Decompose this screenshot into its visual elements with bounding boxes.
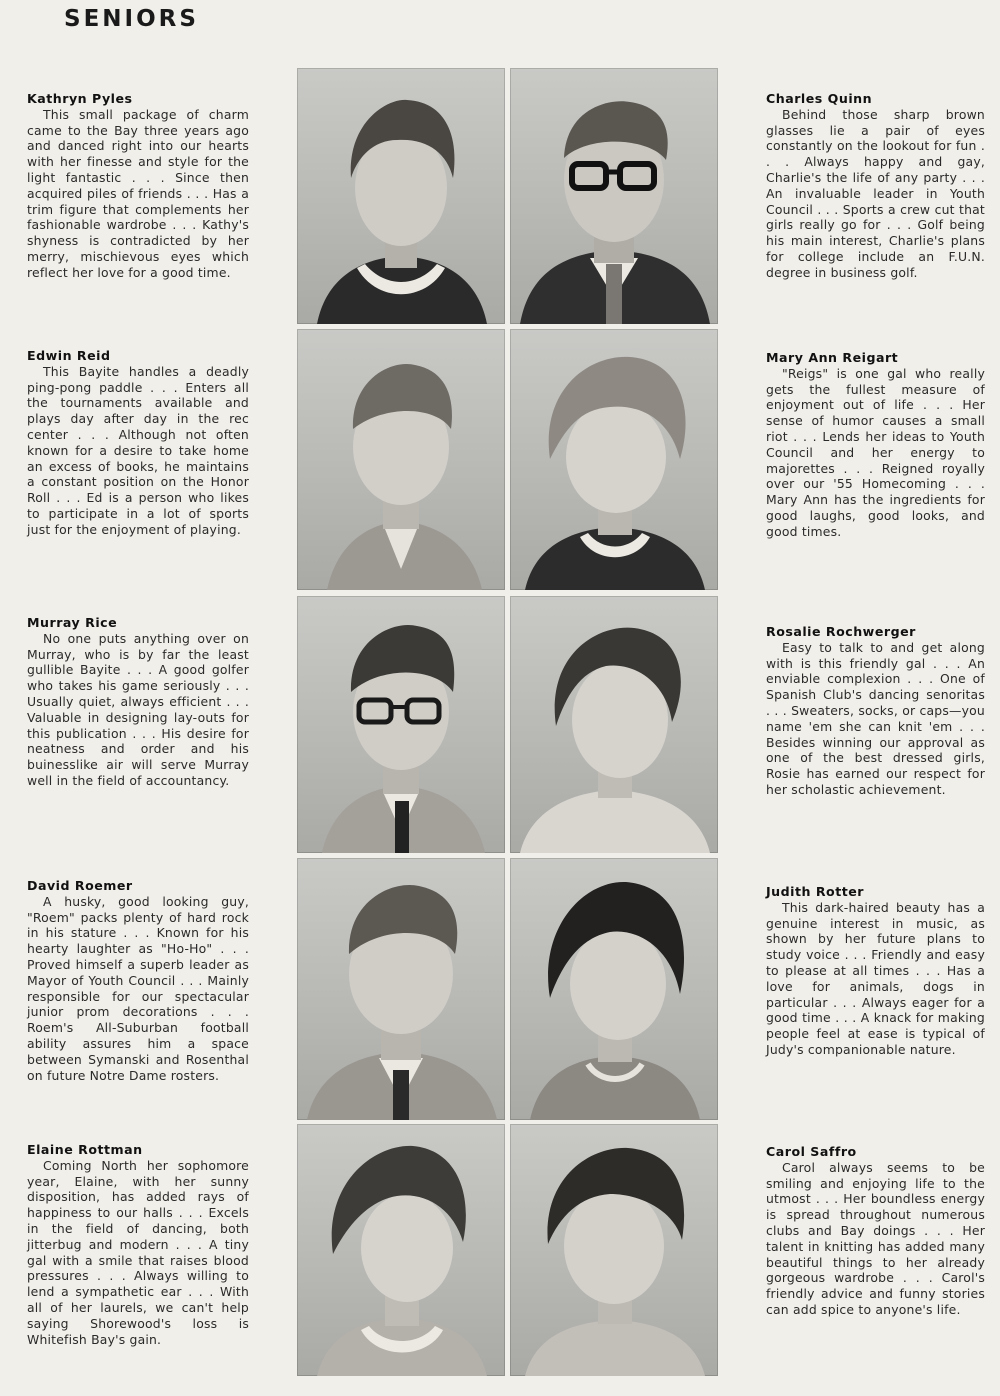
senior-entry (766, 624, 985, 798)
senior-bio: No one puts anything over on Murray, who is by far the least gullible Bayite . . . A good golfer who takes his game seriously . . . Usually quiet, always efficient . . . Valuable in designing lay-outs for this publication . . . His desire for neatness and order and his buinesslike air will serve Murray well in the field of accountancy. (27, 630, 249, 788)
senior-name: David Roemer (27, 878, 133, 893)
senior-name: Carol Saffro (766, 1144, 857, 1159)
senior-bio: "Reigs" is one gal who really gets the fullest measure of enjoyment out of life . . . Her sense of humor causes a small riot . . . Lends her ideas to Youth Council and her energy to majorettes . . . Reigned royally over our '55 Homecoming . . . Mary Ann has the ingredients for good laughs, good looks, and good times. (766, 365, 985, 539)
senior-name: Rosalie Rochwerger (766, 624, 916, 639)
senior-entry (27, 348, 249, 538)
senior-bio: This Bayite handles a deadly ping-pong paddle . . . Enters all the tournaments available and plays day after day in the rec center . . . Although not often known for a desire to take home an excess of books, he maintains a constant position on the Honor Roll . . . Ed is a person who likes to participate in a lot of sports just for the enjoyment of playing. (27, 363, 249, 537)
senior-bio: Behind those sharp brown glasses lie a pair of eyes constantly on the lookout for fun . . . Always happy and gay, Charlie's the life of any party . . . An invaluable leader in Youth Council . . . Sports a crew cut that girls really go for . . . Golf being his main interest, Charlie's plans for college include an F.U.N. degree in business golf. (766, 106, 985, 280)
senior-bio: Carol always seems to be smiling and enjoying life to the utmost . . . Her boundless energy is spread throughout numerous clubs and Bay doings . . . Her talent in knitting has added many beautiful things to her already gorgeous wardrobe . . . Carol's friendly advice and funny stories can add spice to anyone's life. (766, 1159, 985, 1317)
portrait-photo (510, 329, 718, 590)
senior-entry (766, 884, 985, 1058)
senior-entry (27, 91, 249, 281)
senior-entry (27, 878, 249, 1083)
senior-bio: Coming North her sophomore year, Elaine, with her sunny disposition, has added rays of happiness to our halls . . . Excels in the field of dancing, both jitterbug and modern . . . A tiny gal with a smile that raises blood pressures . . . Always willing to lend a sympathetic ear . . . With all of her laurels, we can't help saying Shorewood's loss is Whitefish Bay's gain. (27, 1157, 249, 1347)
portrait-photo (297, 68, 505, 324)
senior-name: Charles Quinn (766, 91, 873, 106)
portrait-photo (297, 1124, 505, 1376)
senior-entry (27, 615, 249, 789)
senior-bio: This small package of charm came to the Bay three years ago and danced right into our hearts with her finesse and style for the light fantastic . . . Since then acquired piles of friends . . . Has a trim figure that complements her fashionable wardrobe . . . Kathy's shyness is contradicted by her merry, mischievous eyes which reflect her love for a good time. (27, 106, 249, 280)
senior-name: Elaine Rottman (27, 1142, 143, 1157)
portrait-photo (297, 858, 505, 1120)
portrait-photo (510, 858, 718, 1120)
senior-name: Murray Rice (27, 615, 118, 630)
senior-name: Judith Rotter (766, 884, 864, 899)
portrait-photo (510, 68, 718, 324)
senior-entry (27, 1142, 249, 1347)
senior-entry (766, 1144, 985, 1318)
portrait-photo (297, 329, 505, 590)
portrait-photo (510, 596, 718, 853)
section-title: SENIORS (64, 6, 199, 32)
senior-bio: A husky, good looking guy, "Roem" packs plenty of hard rock in his stature . . . Known for his hearty laughter as "Ho-Ho" . . . Proved himself a superb leader as Mayor of Youth Council . . . Mainly responsible for our spectacular junior prom decorations . . . Roem's All-Suburban football ability assures him a space between Symanski and Rosenthal on future Notre Dame rosters. (27, 893, 249, 1083)
senior-name: Edwin Reid (27, 348, 111, 363)
senior-name: Kathryn Pyles (27, 91, 133, 106)
senior-entry (766, 91, 985, 281)
portrait-photo (510, 1124, 718, 1376)
senior-entry (766, 350, 985, 540)
senior-bio: Easy to talk to and get along with is this friendly gal . . . An enviable complexion . . . One of Spanish Club's dancing senoritas . . . Sweaters, socks, or caps—you name 'em she can knit 'em . . . Besides winning our approval as one of the best dressed girls, Rosie has earned our respect for her scholastic achievement. (766, 639, 985, 797)
senior-name: Mary Ann Reigart (766, 350, 899, 365)
portrait-photo (297, 596, 505, 853)
senior-bio: This dark-haired beauty has a genuine interest in music, as shown by her future plans to study voice . . . Friendly and easy to please at all times . . . Has a love for animals, dogs in particular . . . Always eager for a good time . . . A knack for making people feel at ease is typical of Judy's companionable nature. (766, 899, 985, 1057)
